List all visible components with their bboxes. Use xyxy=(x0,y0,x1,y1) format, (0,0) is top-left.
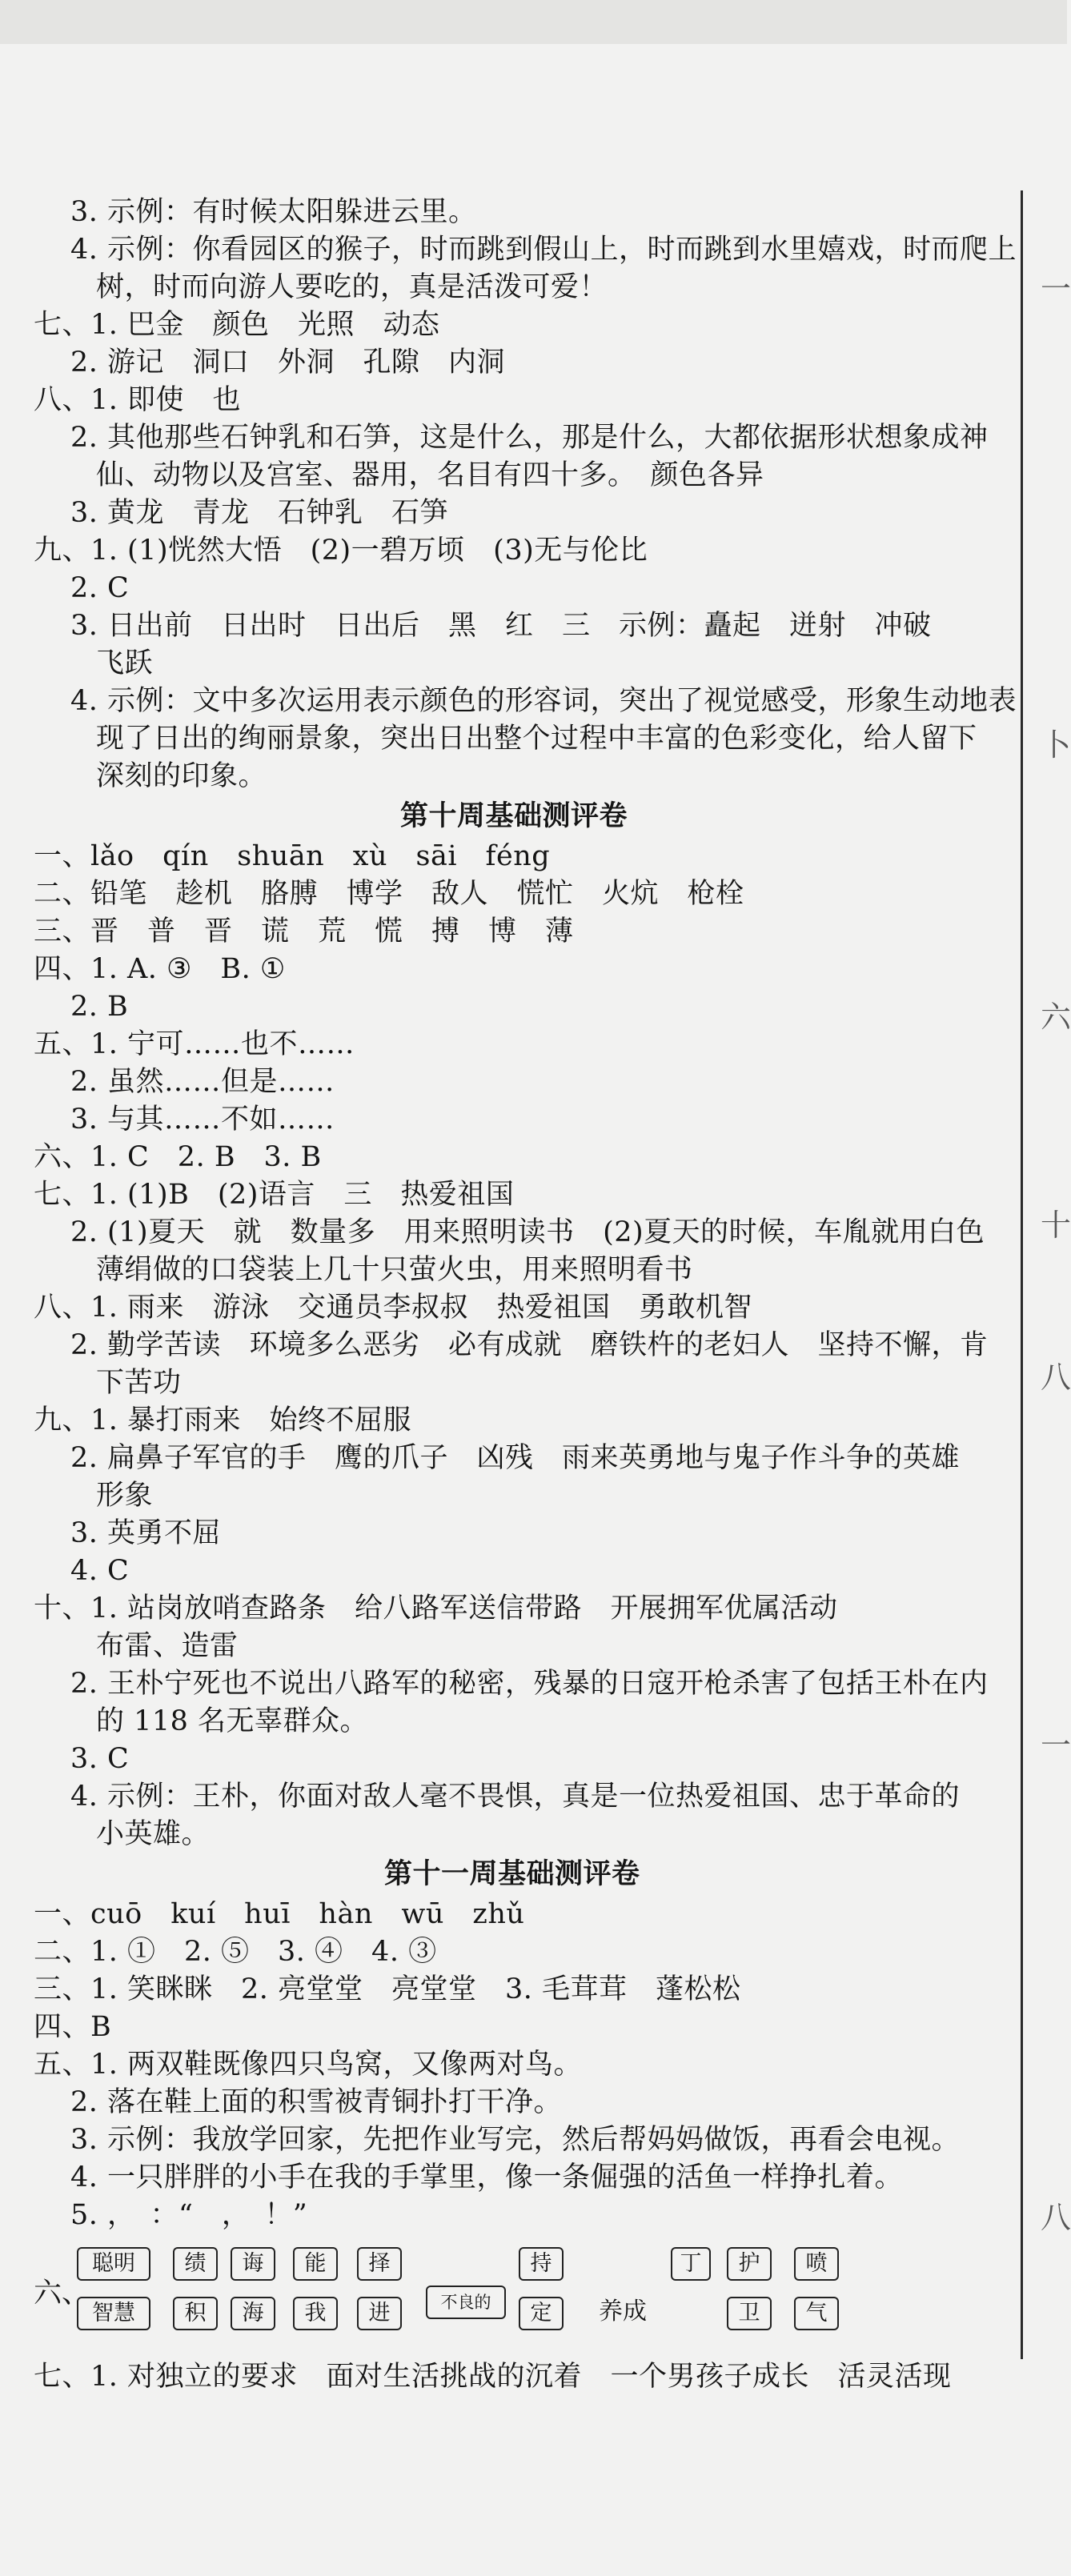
week10-line: 2. (1)夏天 就 数量多 用来照明读书 (2)夏天的时候，车胤就用白色 xyxy=(70,1216,985,1248)
week10-line: 一、lǎo qín shuān xù sāi féng xyxy=(34,840,551,872)
week10-line: 3. 与其……不如…… xyxy=(70,1104,335,1136)
margin-mark: 八 xyxy=(1041,2200,1071,2235)
margin-mark: 一 xyxy=(1041,1728,1071,1763)
answer-line: 九、1. (1)恍然大悟 (2)一碧万顷 (3)无与伦比 xyxy=(34,535,648,567)
matching-row xyxy=(34,2247,999,2335)
answer-box: 喷 xyxy=(794,2247,839,2281)
answer-box: 择 xyxy=(357,2247,402,2281)
week11-line: 二、1. ① 2. ⑤ 3. ④ 4. ③ xyxy=(34,1936,437,1968)
week10-line: 十、1. 站岗放哨查路条 给八路军送信带路 开展拥军优属活动 xyxy=(34,1592,838,1625)
answer-line: 树，时而向游人要吃的，真是活泼可爱！ xyxy=(96,271,608,303)
week11-line: 一、cuō kuí huī hàn wū zhǔ xyxy=(34,1898,525,1930)
week10-line: 3. C xyxy=(70,1743,130,1775)
answer-box: 气 xyxy=(794,2297,839,2330)
week10-line: 2. 虽然……但是…… xyxy=(70,1066,335,1098)
week10-line: 三、晋 普 晋 谎 荒 慌 搏 博 薄 xyxy=(34,915,574,947)
answer-box: 海 xyxy=(231,2297,275,2330)
answer-line: 仙、动物以及宫室、器用，名目有四十多。 颜色各异 xyxy=(96,459,764,491)
plain-text: 养成 xyxy=(599,2298,647,2326)
week10-line: 4. 示例：王朴，你面对敌人毫不畏惧，真是一位热爱祖国、忠于革命的 xyxy=(70,1781,961,1813)
answer-line: 2. 游记 洞口 外洞 孔隙 内洞 xyxy=(70,347,506,379)
section-title-week11: 第十一周基础测评卷 xyxy=(384,1858,640,1890)
answer-line: 3. 示例：有时候太阳躲进云里。 xyxy=(70,196,477,228)
column-divider xyxy=(1021,190,1023,2359)
week11-line: 三、1. 笑眯眯 2. 亮堂堂 亮堂堂 3. 毛茸茸 蓬松松 xyxy=(34,1973,741,2005)
margin-mark: 六 xyxy=(1041,1000,1071,1035)
week10-line: 二、铅笔 趁机 胳膊 博学 敌人 慌忙 火炕 枪栓 xyxy=(34,878,744,910)
week10-line: 2. 扁鼻子军官的手 鹰的爪子 凶残 雨来英勇地与鬼子作斗争的英雄 xyxy=(70,1442,961,1474)
row6-lead: 六、 xyxy=(34,2278,90,2310)
margin-mark: 八 xyxy=(1041,1360,1071,1395)
week10-line: 4. C xyxy=(70,1555,130,1587)
answer-line: 现了日出的绚丽景象，突出日出整个过程中丰富的色彩变化，给人留下 xyxy=(96,723,977,755)
week10-line: 薄绢做的口袋装上几十只萤火虫，用来照明看书 xyxy=(96,1254,693,1286)
answer-line: 深刻的印象。 xyxy=(96,760,267,792)
answer-box: 进 xyxy=(357,2297,402,2330)
answer-line: 3. 黄龙 青龙 石钟乳 石笋 xyxy=(70,497,449,529)
answer-box: 智慧 xyxy=(77,2297,150,2330)
week10-line: 2. 王朴宁死也不说出八路军的秘密，残暴的日寇开枪杀害了包括王朴在内 xyxy=(70,1668,989,1700)
answer-box: 能 xyxy=(293,2247,338,2281)
answer-line: 3. 日出前 日出时 日出后 黑 红 三 示例：矗起 迸射 冲破 xyxy=(70,610,932,642)
week10-line: 2. 勤学苦读 环境多么恶劣 必有成就 磨铁杵的老妇人 坚持不懈，肯 xyxy=(70,1329,989,1361)
answer-line: 2. C xyxy=(70,572,130,604)
answer-line: 七、1. 巴金 颜色 光照 动态 xyxy=(34,309,440,341)
week11-line: 2. 落在鞋上面的积雪被青铜扑打干净。 xyxy=(70,2086,563,2118)
answer-box: 定 xyxy=(519,2297,564,2330)
answer-box: 积 xyxy=(173,2297,218,2330)
week10-line: 下苦功 xyxy=(96,1367,182,1399)
margin-mark: 十 xyxy=(1041,1208,1071,1243)
margin-mark: 卜 xyxy=(1041,727,1071,763)
answer-line: 2. 其他那些石钟乳和石笋，这是什么，那是什么，大都依据形状想象成神 xyxy=(70,422,989,454)
week11-line: 四、B xyxy=(34,2011,112,2043)
week10-line: 九、1. 暴打雨来 始终不屈服 xyxy=(34,1404,412,1436)
margin-mark: 一 xyxy=(1041,271,1071,306)
answer-box: 护 xyxy=(727,2247,772,2281)
week10-line: 3. 英勇不屈 xyxy=(70,1517,222,1549)
answer-box: 绩 xyxy=(173,2247,218,2281)
answer-box: 我 xyxy=(293,2297,338,2330)
answer-box: 持 xyxy=(519,2247,564,2281)
answer-box: 诲 xyxy=(231,2247,275,2281)
answer-box: 不良的 xyxy=(426,2286,506,2319)
week10-line: 四、1. A. ③ B. ① xyxy=(34,953,286,985)
week10-line: 形象 xyxy=(96,1480,154,1512)
week11-line: 4. 一只胖胖的小手在我的手掌里，像一条倔强的活鱼一样挣扎着。 xyxy=(70,2161,904,2193)
answer-line: 飞跃 xyxy=(96,647,154,679)
top-scan-band xyxy=(0,0,1067,44)
week10-line: 八、1. 雨来 游泳 交通员李叔叔 热爱祖国 勇敢机智 xyxy=(34,1292,753,1324)
week11-line: 五、1. 两双鞋既像四只鸟窝，又像两对鸟。 xyxy=(34,2049,583,2081)
week10-line: 五、1. 宁可……也不…… xyxy=(34,1028,355,1060)
section-title-week10: 第十周基础测评卷 xyxy=(400,800,628,832)
answer-line: 4. 示例：文中多次运用表示颜色的形容词，突出了视觉感受，形象生动地表 xyxy=(70,685,1017,717)
answer-line: 4. 示例：你看园区的猴子，时而跳到假山上，时而跳到水里嬉戏，时而爬上 xyxy=(70,234,1017,266)
answer-box: 卫 xyxy=(727,2297,772,2330)
week10-line: 七、1. (1)B (2)语言 三 热爱祖国 xyxy=(34,1179,515,1211)
week10-line: 小英雄。 xyxy=(96,1818,211,1850)
week10-line: 布雷、造雷 xyxy=(96,1630,239,1662)
week10-line: 2. B xyxy=(70,991,129,1023)
answer-box: 丁 xyxy=(671,2247,711,2281)
week11-line: 5. ， ：“ ， ！” xyxy=(70,2199,308,2231)
last-answer-line: 七、1. 对独立的要求 面对生活挑战的沉着 一个男孩子成长 活灵活现 xyxy=(34,2361,952,2393)
answer-box: 聪明 xyxy=(77,2247,150,2281)
answer-line: 八、1. 即使 也 xyxy=(34,384,242,416)
week10-line: 的 118 名无辜群众。 xyxy=(96,1705,369,1737)
week11-line: 3. 示例：我放学回家，先把作业写完，然后帮妈妈做饭，再看会电视。 xyxy=(70,2124,961,2156)
week10-line: 六、1. C 2. B 3. B xyxy=(34,1141,322,1173)
